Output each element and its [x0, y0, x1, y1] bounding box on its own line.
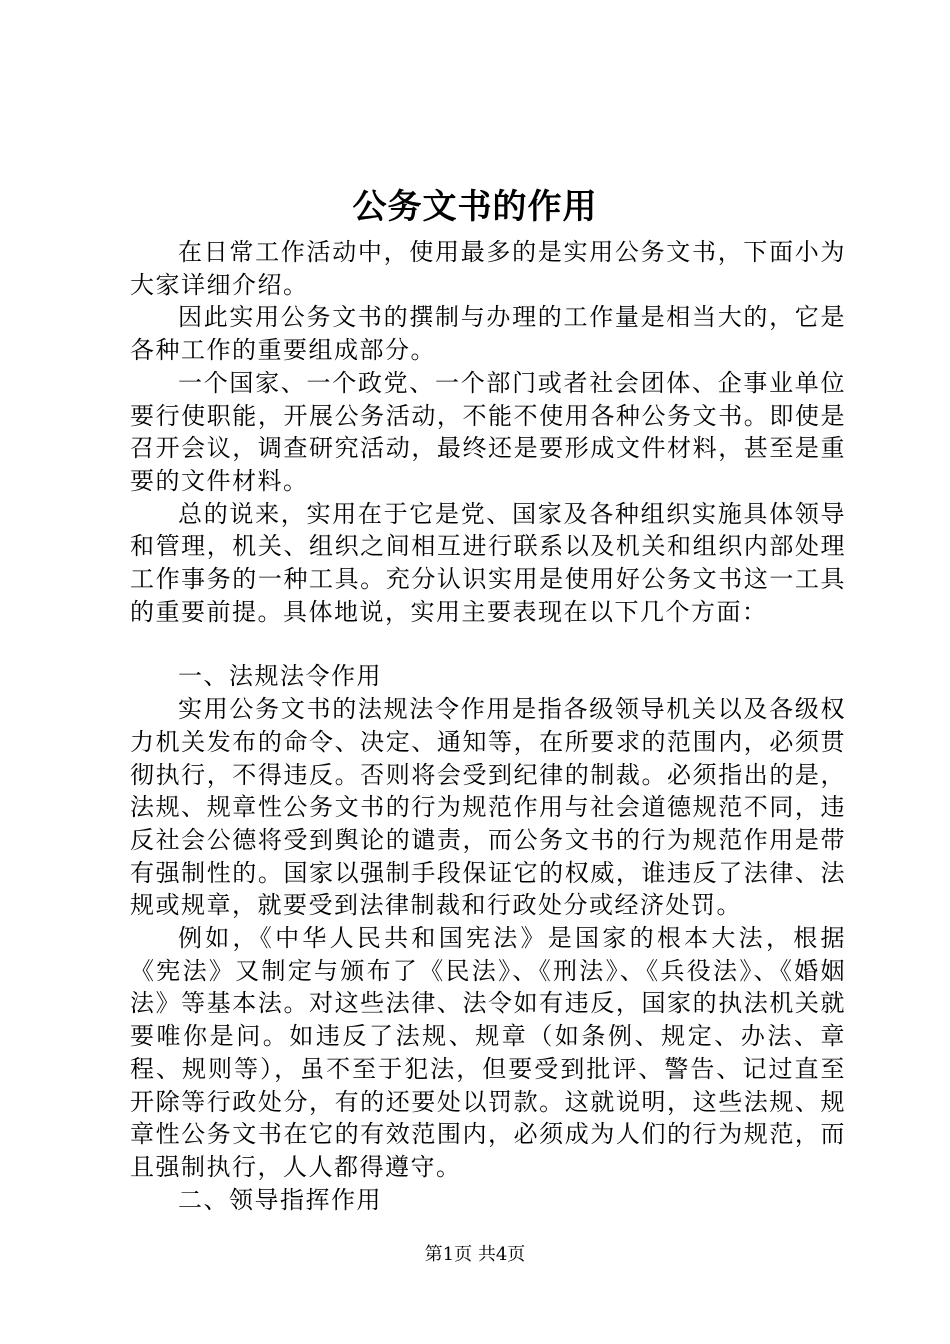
- paragraph-section1-1: 实用公务文书的法规法令作用是指各级领导机关以及各级权力机关发布的命令、决定、通知等，在所要求的范围内，必须贯彻执行，不得违反。否则将会受到纪律的制裁。必须指出的是，法规、规章性公务文书的行为规范作用与社会道德规范不同，违反社会公德将受到舆论的谴责，而公务文书的行为规范作用是带有强制性的。国家以强制手段保证它的权威，谁违反了法律、法规或规章，就要受到法律制裁和行政处分或经济处罚。: [130, 695, 846, 920]
- section-heading-2: 二、领导指挥作用: [178, 1185, 382, 1214]
- section-heading-1: 一、法规法令作用: [178, 662, 382, 691]
- paragraph-intro-1: 在日常工作活动中，使用最多的是实用公务文书，下面小为大家详细介绍。: [130, 238, 846, 299]
- paragraph-intro-3: 一个国家、一个政党、一个部门或者社会团体、企事业单位要行使职能，开展公务活动，不能不使用各种公务文书。即使是召开会议，调查研究活动，最终还是要形成文件材料，甚至是重要的文件材料。: [130, 368, 846, 495]
- paragraph-spacer: [130, 628, 846, 660]
- page-footer: 第1页 共4页: [424, 1244, 526, 1265]
- paragraph-section1-2: 例如，《中华人民共和国宪法》是国家的根本大法，根据《宪法》又制定与颁布了《民法》、《刑法》、《兵役法》、《婚姻法》等基本法。对这些法律、法令如有违反，国家的执法机关就要唯你是问。如违反了法规、规章（如条例、规定、办法、章程、规则等），虽不至于犯法，但要受到批评、警告、记过直至开除等行政处分，有的还要处以罚款。这就说明，这些法规、规章性公务文书在它的有效范围内，必须成为人们的行为规范，而且强制执行，人人都得遵守。: [130, 924, 846, 1181]
- paragraph-intro-2: 因此实用公务文书的撰制与办理的工作量是相当大的，它是各种工作的重要组成部分。: [130, 303, 846, 365]
- paragraph-intro-4: 总的说来，实用在于它是党、国家及各种组织实施具体领导和管理，机关、组织之间相互进行联系以及机关和组织内部处理工作事务的一种工具。充分认识实用是使用好公务文书这一工具的重要前提。具体地说，实用主要表现在以下几个方面：: [130, 499, 846, 626]
- document-title: 公务文书的作用: [352, 187, 598, 227]
- document-body: [130, 236, 846, 1216]
